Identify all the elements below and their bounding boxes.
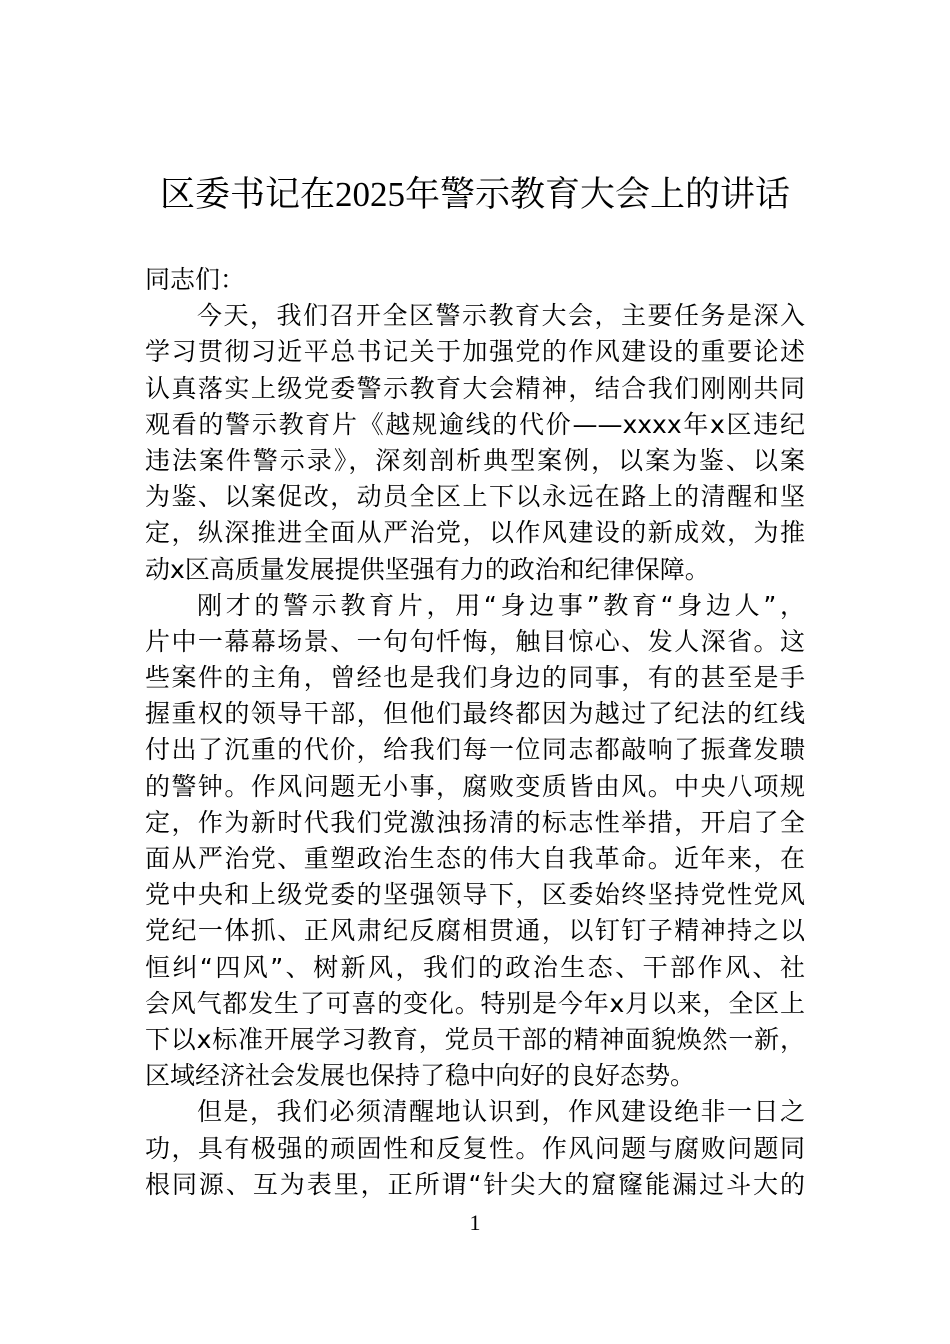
paragraph-line: 认真落实上级党委警示教育大会精神，结合我们刚刚共同	[145, 373, 805, 403]
paragraph-line: 但是，我们必须清醒地认识到，作风建设绝非一日之	[197, 1097, 805, 1127]
paragraph-line: 根同源、互为表里，正所谓“针尖大的窟窿能漏过斗大的	[145, 1169, 805, 1199]
paragraph-line: 下以x标准开展学习教育，党员干部的精神面貌焕然一新，	[145, 1024, 805, 1054]
paragraph-line: 功，具有极强的顽固性和反复性。作风问题与腐败问题同	[145, 1133, 805, 1163]
paragraph-line: 刚才的警示教育片，用“身边事”教育“身边人”，	[197, 590, 805, 620]
paragraph-line: 的警钟。作风问题无小事，腐败变质皆由风。中央八项规	[145, 771, 805, 801]
paragraph-line: 恒纠“四风”、树新风，我们的政治生态、干部作风、社	[145, 952, 805, 982]
paragraph-line: 握重权的领导干部，但他们最终都因为越过了纪法的红线	[145, 699, 805, 729]
paragraph-line: 区域经济社会发展也保持了稳中向好的良好态势。	[145, 1061, 696, 1091]
paragraph-line: 定，纵深推进全面从严治党，以作风建设的新成效，为推	[145, 518, 805, 548]
paragraph	[145, 298, 805, 588]
paragraph-line: 为鉴、以案促改，动员全区上下以永远在路上的清醒和坚	[145, 482, 805, 512]
paragraph-line: 党纪一体抓、正风肃纪反腐相贯通，以钉钉子精神持之以	[145, 916, 805, 946]
paragraph-line: 定，作为新时代我们党激浊扬清的标志性举措，开启了全	[145, 807, 805, 837]
page-number: 1	[469, 1210, 481, 1235]
paragraph-line: 付出了沉重的代价，给我们每一位同志都敲响了振聋发聩	[145, 735, 805, 765]
document-title: 区委书记在2025年警示教育大会上的讲话	[159, 175, 790, 214]
paragraph-line: 观看的警示教育片《越规逾线的代价——xxxx年x区违纪	[145, 409, 805, 439]
salutation: 同志们：	[145, 265, 246, 294]
paragraph	[145, 588, 805, 1095]
paragraph-line: 面从严治党、重塑政治生态的伟大自我革命。近年来，在	[145, 844, 805, 873]
document-body	[145, 262, 805, 1203]
paragraph-line: 今天，我们召开全区警示教育大会，主要任务是深入	[197, 301, 805, 331]
paragraph	[145, 1094, 805, 1203]
paragraph-line: 动x区高质量发展提供坚强有力的政治和纪律保障。	[145, 554, 710, 584]
paragraph-line: 些案件的主角，曾经也是我们身边的同事，有的甚至是手	[145, 663, 805, 693]
paragraph-line: 学习贯彻习近平总书记关于加强党的作风建设的重要论述	[145, 337, 805, 367]
paragraph-line: 党中央和上级党委的坚强领导下，区委始终坚持党性党风	[145, 880, 805, 910]
paragraph-line: 会风气都发生了可喜的变化。特别是今年x月以来，全区上	[145, 988, 805, 1018]
paragraph-line: 片中一幕幕场景、一句句忏悔，触目惊心、发人深省。这	[145, 626, 805, 656]
paragraph-line: 违法案件警示录》，深刻剖析典型案例，以案为鉴、以案	[145, 445, 805, 475]
